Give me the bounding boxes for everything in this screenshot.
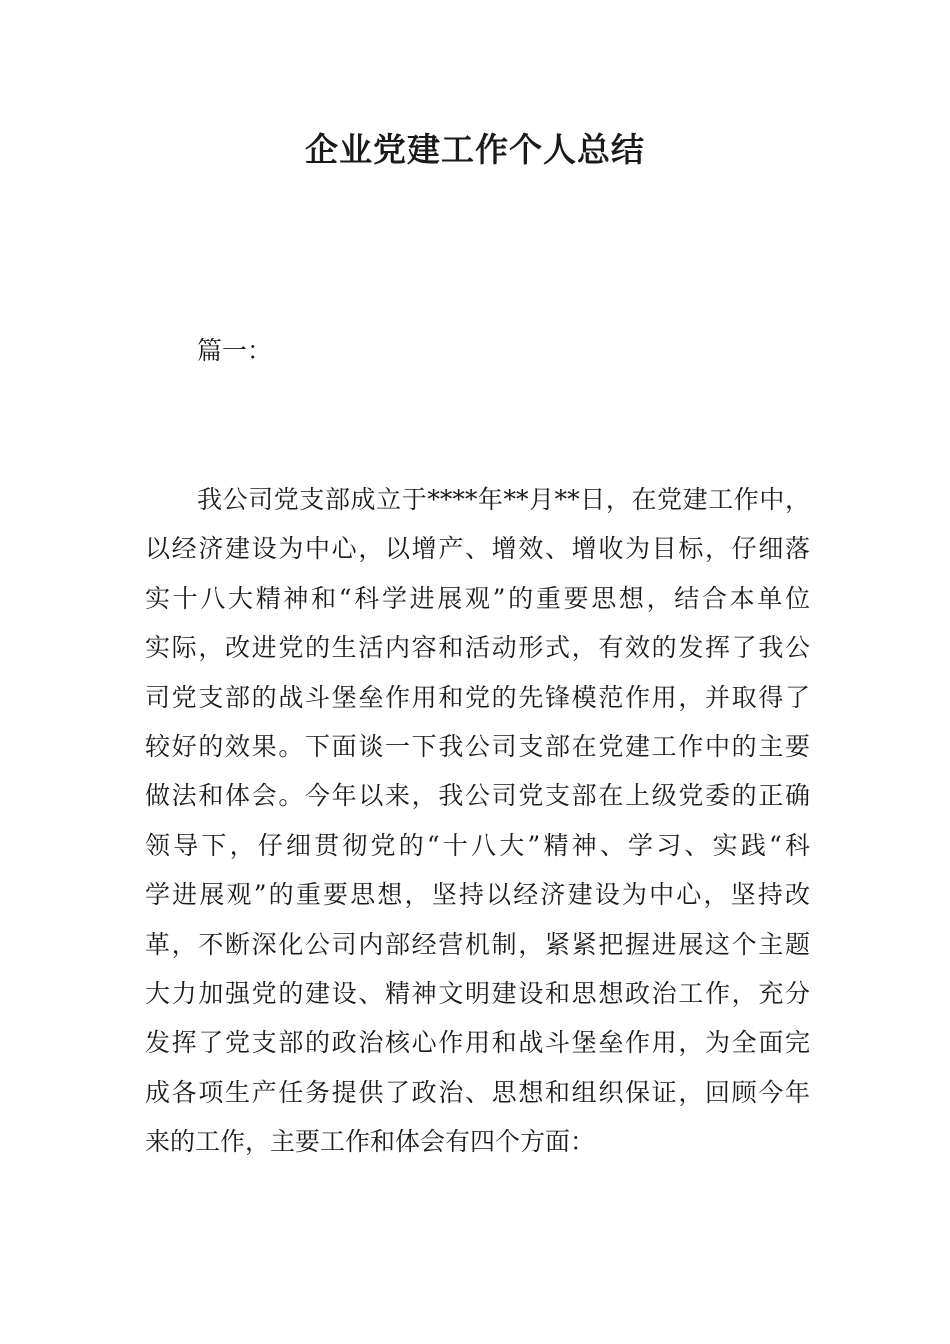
paragraph-line: 我公司党支部成立于****年**月**日，在党建工作中， (197, 485, 810, 514)
document-title: 企业党建工作个人总结 (305, 130, 645, 169)
paragraph-line: 较好的效果。下面谈一下我公司支部在党建工作中的主要 (145, 731, 810, 761)
paragraph-line: 做法和体会。今年以来，我公司党支部在上级党委的正确 (145, 781, 810, 811)
paragraph-line: 来的工作，主要工作和体会有四个方面： (145, 1127, 596, 1157)
paragraph-line: 以经济建设为中心，以增产、增效、增收为目标，仔细落 (145, 534, 810, 564)
paragraph-line: 实际，改进党的生活内容和活动形式，有效的发挥了我公 (145, 633, 810, 663)
paragraph-line: 革，不断深化公司内部经营机制，紧紧把握进展这个主题 (145, 929, 810, 959)
paragraph-line: 实十八大精神和“科学进展观”的重要思想，结合本单位 (145, 583, 810, 613)
paragraph-line: 学进展观”的重要思想，坚持以经济建设为中心，坚持改 (145, 880, 810, 910)
body-paragraph (145, 475, 810, 1166)
paragraph-line: 领导下，仔细贯彻党的“十八大”精神、学习、实践“科 (145, 830, 810, 860)
paragraph-line: 发挥了党支部的政治核心作用和战斗堡垒作用，为全面完 (145, 1028, 810, 1058)
paragraph-line: 成各项生产任务提供了政治、思想和组织保证，回顾今年 (145, 1077, 810, 1107)
section-label: 篇一： (197, 336, 273, 365)
paragraph-line: 司党支部的战斗堡垒作用和党的先锋模范作用，并取得了 (145, 682, 810, 712)
paragraph-line: 大力加强党的建设、精神文明建设和思想政治工作，充分 (145, 978, 810, 1008)
